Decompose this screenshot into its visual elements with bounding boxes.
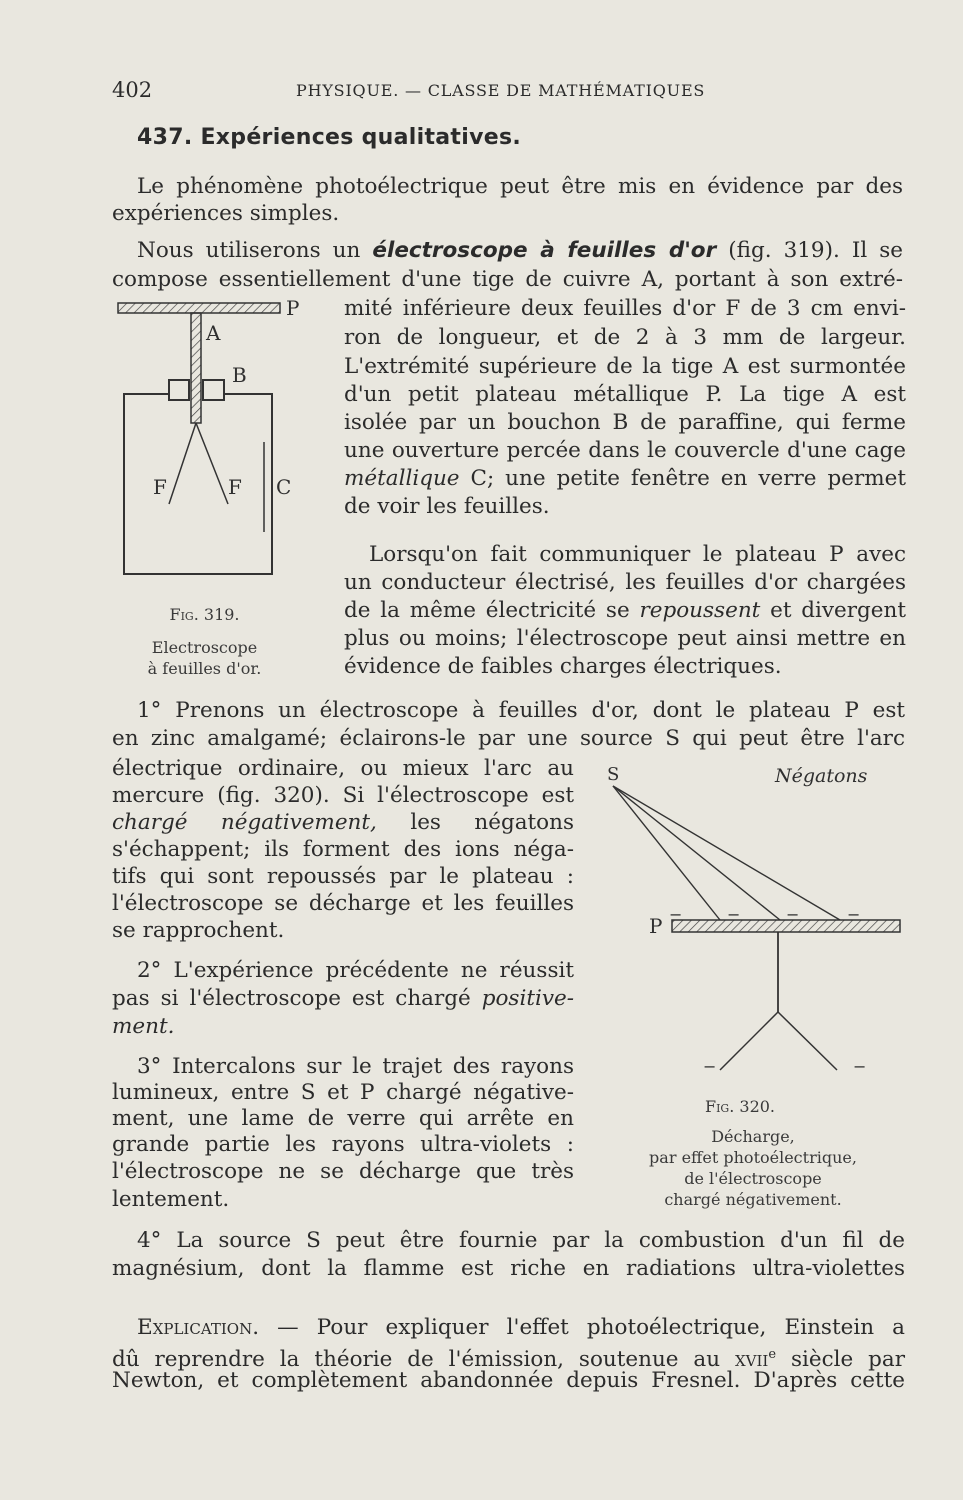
explication-line2-post: siècle par — [790, 1347, 905, 1373]
explication-century-numeral: xvii — [734, 1347, 769, 1373]
exp2-line3 — [112, 1012, 174, 1042]
exp3-line5: l'électroscope ne se décharge que très — [112, 1159, 574, 1184]
exp1-line5-emphasis: chargé négativement, — [112, 810, 377, 835]
fig319-label-c: C — [276, 475, 292, 499]
figure-319 — [112, 292, 302, 582]
fig319-label-b: B — [232, 363, 247, 387]
explication-label: Explication. — [137, 1315, 260, 1340]
intro-p2-line2: compose essentiellement d'une tige de cuivre A, portant à son extré- — [112, 267, 903, 292]
fig319-caption-line1: Electroscope — [151, 638, 258, 657]
fig320-label-s: S — [607, 764, 620, 785]
explication-line1-post: — Pour expliquer l'effet photoélectrique, Einstein a — [277, 1315, 905, 1340]
wrap1-line7 — [344, 464, 906, 494]
running-title: PHYSIQUE. — CLASSE DE MATHÉMATIQUES — [296, 81, 706, 100]
exp1-line9: se rapprochent. — [112, 918, 285, 943]
fig320-caption-fig: Fig. 320. — [704, 1097, 776, 1116]
exp1-line5-post: les négatons — [410, 810, 574, 835]
wrap2-line3-pre: de la même électricité se — [344, 598, 630, 623]
fig320-feuille-left — [720, 1012, 778, 1070]
fig320-caption-line1: Décharge, — [711, 1127, 795, 1146]
fig320-minus-right: − — [853, 1057, 867, 1076]
wrap2-line5: évidence de faibles charges électriques. — [344, 654, 782, 679]
fig319-label-f1: F — [153, 475, 167, 499]
fig319-plateau — [118, 303, 280, 313]
exp3-line6: lentement. — [112, 1187, 230, 1212]
fig320-minus-left: − — [703, 1057, 717, 1076]
fig319-feuille-right — [196, 423, 228, 504]
exp1-line7: tifs qui sont repoussés par le plateau : — [112, 864, 574, 889]
intro-p2-line1 — [137, 236, 903, 266]
exp3-line3: ment, une lame de verre qui arrête en — [112, 1106, 574, 1131]
wrap2-line1: Lorsqu'on fait communiquer le plateau P avec — [369, 542, 906, 567]
section-heading — [137, 125, 521, 150]
intro-p2-emphasis: électroscope à feuilles d'or — [372, 238, 717, 263]
fig320-caption-line2: par effet photoélectrique, — [649, 1148, 857, 1167]
wrap2-line3-post: et divergent — [770, 598, 906, 623]
fig320-ray-1 — [613, 786, 720, 920]
fig319-label-a: A — [206, 321, 221, 345]
fig320-label-p: P — [649, 914, 663, 938]
wrap2-line4: plus ou moins; l'électroscope peut ainsi mettre en — [344, 626, 906, 651]
fig320-ray-3 — [613, 786, 840, 920]
fig320-ray-2 — [613, 786, 780, 920]
wrap1-line4: d'un petit plateau métallique P. La tige A est — [344, 382, 906, 407]
exp4-line1: 4° La source S peut être fournie par la combustion d'un fil de — [137, 1228, 905, 1253]
exp1-line1: 1° Prenons un électroscope à feuilles d'or, dont le plateau P est — [137, 698, 905, 723]
wrap1-line7-emphasis: métallique — [344, 466, 460, 491]
explication-line2-pre: dû reprendre la théorie de l'émission, soutenue au — [112, 1347, 721, 1373]
exp1-line6: s'échappent; ils forment des ions néga- — [112, 837, 574, 862]
fig320-caption-line3: de l'électroscope — [684, 1169, 822, 1188]
explication-line1 — [137, 1313, 905, 1343]
exp2-line3-emphasis: ment. — [112, 1014, 175, 1039]
wrap1-line3: L'extrémité supérieure de la tige A est surmontée — [344, 354, 906, 379]
fig320-minus-3: − — [786, 905, 800, 924]
exp1-line3: électrique ordinaire, ou mieux l'arc au — [112, 756, 574, 781]
exp3-line4: grande partie les rayons ultra-violets : — [112, 1132, 574, 1157]
fig319-bouchon-right — [203, 380, 224, 400]
fig319-caption-line2: à feuilles d'or. — [147, 659, 262, 678]
figure-320 — [605, 760, 905, 1090]
wrap1-line5: isolée par un bouchon B de paraffine, qui ferme — [344, 410, 906, 435]
fig319-label-f2: F — [228, 475, 242, 499]
wrap1-line2: ron de longueur, et de 2 à 3 mm de largeur. — [344, 325, 906, 350]
wrap1-line1: mité inférieure deux feuilles d'or F de 3 cm envi- — [344, 296, 906, 321]
fig319-label-p: P — [286, 296, 300, 320]
section-title: Expériences qualitatives. — [200, 125, 522, 150]
exp3-line2: lumineux, entre S et P chargé négative- — [112, 1080, 574, 1105]
intro-p1-line1: Le phénomène photoélectrique peut être mis en évidence par des — [137, 174, 903, 199]
exp2-line2-emphasis: positive- — [481, 986, 574, 1011]
wrap2-line2: un conducteur électrisé, les feuilles d'or chargées — [344, 570, 906, 595]
exp2-line2-pre: pas si l'électroscope est chargé — [112, 986, 471, 1011]
fig320-caption-line4: chargé négativement. — [664, 1190, 842, 1209]
exp4-line2: magnésium, dont la flamme est riche en radiations ultra-violettes — [112, 1256, 905, 1281]
fig319-bouchon-left — [169, 380, 189, 400]
fig320-feuille-right — [778, 1012, 837, 1070]
fig319-feuille-left — [169, 423, 196, 504]
exp1-line8: l'électroscope se décharge et les feuilles — [112, 891, 574, 916]
wrap1-line7-post: C; une petite fenêtre en verre permet — [470, 466, 906, 491]
fig320-label-negatons: Négatons — [775, 765, 868, 787]
explication-century-sup: e — [768, 1347, 777, 1362]
exp3-line1: 3° Intercalons sur le trajet des rayons — [137, 1054, 574, 1079]
exp2-line1: 2° L'expérience précédente ne réussit — [137, 958, 574, 983]
fig320-minus-1: − — [669, 905, 683, 924]
exp1-line4: mercure (fig. 320). Si l'électroscope est — [112, 783, 574, 808]
exp1-line2: en zinc amalgamé; éclairons-le par une source S qui peut être l'arc — [112, 726, 905, 751]
fig319-tige — [191, 313, 201, 423]
page-number: 402 — [112, 78, 153, 102]
fig319-caption-fig: Fig. 319. — [169, 605, 240, 624]
exp2-line2 — [112, 984, 574, 1014]
intro-p2-post: (fig. 319). Il se — [728, 238, 903, 263]
intro-p2-pre: Nous utiliserons un — [137, 238, 361, 263]
wrap1-line8: de voir les feuilles. — [344, 494, 550, 519]
wrap2-line3 — [344, 596, 906, 626]
exp1-line5 — [112, 808, 574, 838]
fig320-minus-2: − — [727, 905, 741, 924]
intro-p1-line2: expériences simples. — [112, 201, 340, 226]
wrap2-line3-emphasis: repoussent — [639, 598, 761, 623]
wrap1-line6: une ouverture percée dans le couvercle d'une cage — [344, 438, 906, 463]
section-number: 437. — [137, 125, 193, 150]
explication-line3: Newton, et complètement abandonnée depuis Fresnel. D'après cette — [112, 1368, 905, 1393]
fig320-minus-4: − — [847, 905, 861, 924]
